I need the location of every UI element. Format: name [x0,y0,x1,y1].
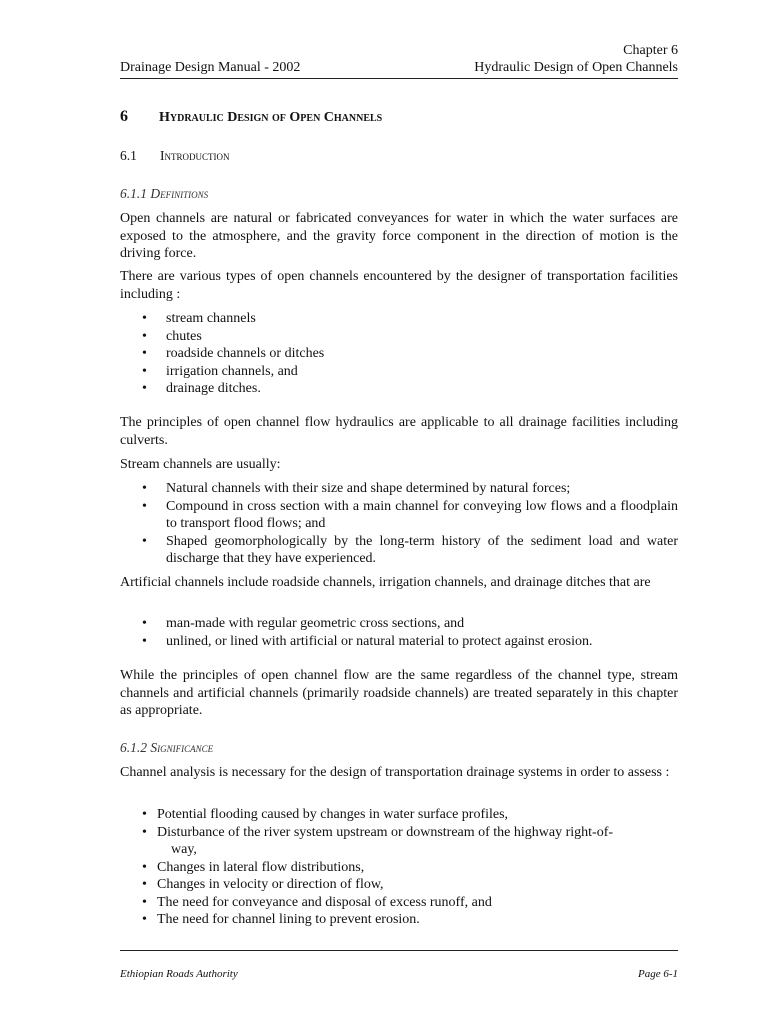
bullet-icon: • [142,877,147,892]
list-item: • The need for channel lining to prevent erosion. [142,912,420,927]
list-item: • roadside channels or ditches [142,346,325,361]
section-6-number: 6 [120,108,128,125]
bullet-icon: • [142,616,147,631]
header-rule [120,78,678,79]
list-item: • stream channels [142,311,256,326]
header-manual-title: Drainage Design Manual - 2002 [120,60,301,75]
footer-organization: Ethiopian Roads Authority [120,968,238,980]
list-item: • irrigation channels, and [142,363,298,379]
bullet-icon: • [142,824,147,840]
stream-channels-list [120,480,678,568]
paragraph-channel-analysis: Channel analysis is necessary for the design of transportation drainage systems in order to assess : [120,765,670,780]
bullet-icon: • [142,807,147,822]
paragraph-artificial: Artificial channels include roadside channels, irrigation channels, and drainage ditches that are [120,575,651,590]
list-item: • Disturbance of the river system upstream or downstream of the highway right-of- way, [142,824,614,857]
bullet-icon: • [142,633,147,649]
bullet-icon: • [142,311,147,326]
list-item: • Shaped geomorphologically by the long-term history of the sediment load and water discharge that they have experienced. [142,533,678,566]
list-item: • man-made with regular geometric cross sections, and [142,616,465,631]
list-item: • Changes in lateral flow distributions, [142,859,365,875]
section-6-1-2-title: 6.1.2 Significance [120,740,214,755]
bullet-icon: • [142,363,147,379]
section-6-title: Hydraulic Design of Open Channels [159,110,383,125]
bullet-icon: • [142,912,147,927]
bullet-icon: • [142,859,147,875]
channel-types-list [120,310,678,398]
artificial-channels-list [120,615,678,650]
list-item: • Changes in velocity or direction of flow, [142,877,384,892]
paragraph-stream-intro: Stream channels are usually: [120,457,281,472]
list-item: • unlined, or lined with artificial or natural material to protect against erosion. [142,633,593,649]
bullet-icon: • [142,346,147,361]
paragraph-principles: The principles of open channel flow hydraulics are applicable to all drainage facilities including culverts. [120,415,678,448]
bullet-icon: • [142,894,147,910]
bullet-icon: • [142,533,147,549]
header-chapter: Chapter 6 [623,43,678,58]
bullet-icon: • [142,481,147,496]
header-chapter-title: Hydraulic Design of Open Channels [474,60,678,75]
list-item: • The need for conveyance and disposal of excess runoff, and [142,894,492,910]
list-item: • drainage ditches. [142,381,261,396]
list-item: • Compound in cross section with a main channel for conveying low flows and a floodplain to transport flood flows; and [142,498,678,531]
paragraph-types-intro: There are various types of open channels encountered by the designer of transportation facilities including : [120,269,678,302]
footer-rule [120,950,678,951]
bullet-icon: • [142,328,147,344]
list-item: • Natural channels with their size and shape determined by natural forces; [142,481,571,496]
paragraph-definition: Open channels are natural or fabricated conveyances for water in which the water surfaces are exposed to the atmosphere, and the gravity force component in the direction of motion is the driving force. [120,211,678,261]
list-item: • Potential flooding caused by changes in water surface profiles, [142,807,509,822]
section-6-1-1-title: 6.1.1 Definitions [120,186,209,201]
bullet-icon: • [142,381,147,396]
section-6-1-title: Introduction [160,148,230,163]
section-6-1-number: 6.1 [120,148,137,163]
list-item: • chutes [142,328,202,344]
footer-page-number: Page 6-1 [637,968,678,980]
assessment-list [120,806,678,929]
bullet-icon: • [142,498,147,514]
paragraph-while-principles: While the principles of open channel flow are the same regardless of the channel type, stream channels and artificial channels (primarily roadside channels) are treated separately in this chapter as appropriate. [120,668,678,718]
